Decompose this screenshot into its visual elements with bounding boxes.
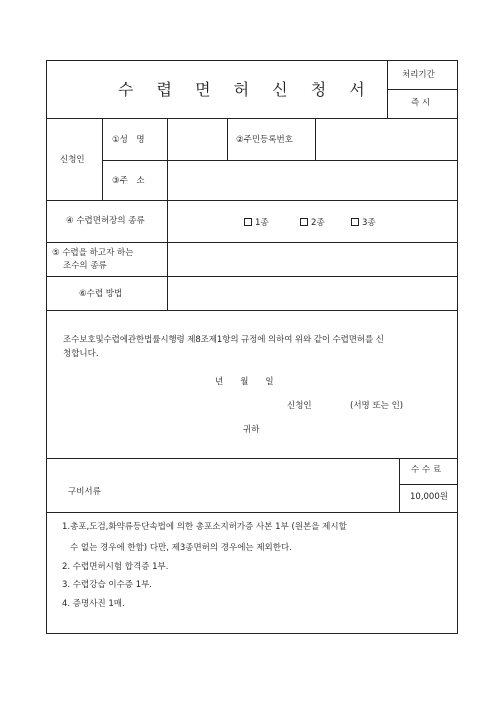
checkbox-icon[interactable]	[351, 218, 359, 226]
divider-name-row	[102, 160, 458, 161]
hunting-method-label: ⑥수렵 방법	[79, 289, 123, 299]
license-option-3-label: 3종	[362, 218, 376, 228]
form-title: 수 렵 면 허 신 청 서	[118, 80, 374, 99]
signer-label: 신청인	[287, 401, 312, 411]
required-docs-label: 구비서류	[68, 487, 101, 497]
processing-period-value: 즉 시	[411, 98, 431, 108]
doc-item-1-cont: 수 없는 경우에 한함) 다만, 제3종면허의 경우에는 제외한다.	[70, 543, 292, 553]
name-label: ①성 명	[112, 135, 145, 145]
divider-fee-left	[399, 458, 400, 512]
doc-item-4: 4. 증명사진 1매.	[62, 599, 125, 609]
statement-line-1: 조수보호및수렵에관한법률시행령 제8조제1항의 규정에 의하여 위와 같이 수렵면허를 신	[63, 335, 384, 345]
divider-title-bottom	[46, 118, 458, 119]
checkbox-icon[interactable]	[300, 218, 308, 226]
game-type-label-line1: ⑤ 수렵을 하고자 하는	[52, 248, 134, 258]
divider-name-value-left	[167, 118, 168, 200]
divider-license-bottom	[46, 242, 458, 243]
address-label: ③주 소	[112, 176, 145, 186]
divider-method-bottom	[46, 310, 458, 311]
applicant-label: 신청인	[60, 155, 85, 165]
addressee: 귀하	[243, 425, 260, 435]
license-option-3[interactable]	[351, 216, 376, 228]
license-option-2[interactable]	[300, 216, 325, 228]
divider-lower-label-col	[167, 200, 168, 310]
statement-line-2: 청합니다.	[63, 349, 99, 359]
divider-id-value-left	[315, 118, 316, 160]
fee-value: 10,000원	[410, 492, 448, 502]
doc-item-2: 2. 수렵면허시험 합격증 1부.	[62, 562, 169, 572]
divider-applicant-col	[102, 118, 103, 200]
doc-item-3: 3. 수렵강습 이수증 1부.	[62, 580, 153, 590]
processing-period-label: 처리기간	[402, 70, 435, 80]
doc-item-1: 1.총포,도검,화약류등단속법에 의한 총포소지허가증 사본 1부 (원본을 제시할	[62, 522, 347, 532]
divider-fee-mid	[399, 484, 458, 485]
signature-note: (서명 또는 인)	[350, 401, 404, 411]
license-type-label: ④ 수렵면허장의 종류	[66, 216, 145, 226]
divider-fee-bottom	[46, 512, 458, 513]
checkbox-icon[interactable]	[244, 218, 252, 226]
divider-processing-mid	[387, 89, 458, 90]
license-option-1[interactable]	[244, 216, 269, 228]
divider-applicant-bottom	[46, 200, 458, 201]
divider-game-bottom	[46, 276, 458, 277]
id-number-label: ②주민등록번호	[236, 135, 293, 145]
game-type-label-line2: 조수의 종류	[63, 261, 107, 271]
fee-label: 수 수 료	[411, 465, 442, 475]
date-line: 년 월 일	[215, 377, 274, 387]
divider-processing-left	[387, 60, 388, 118]
license-option-2-label: 2종	[311, 218, 325, 228]
license-option-1-label: 1종	[255, 218, 269, 228]
divider-statement-bottom	[46, 458, 458, 459]
divider-id-label-left	[227, 118, 228, 160]
